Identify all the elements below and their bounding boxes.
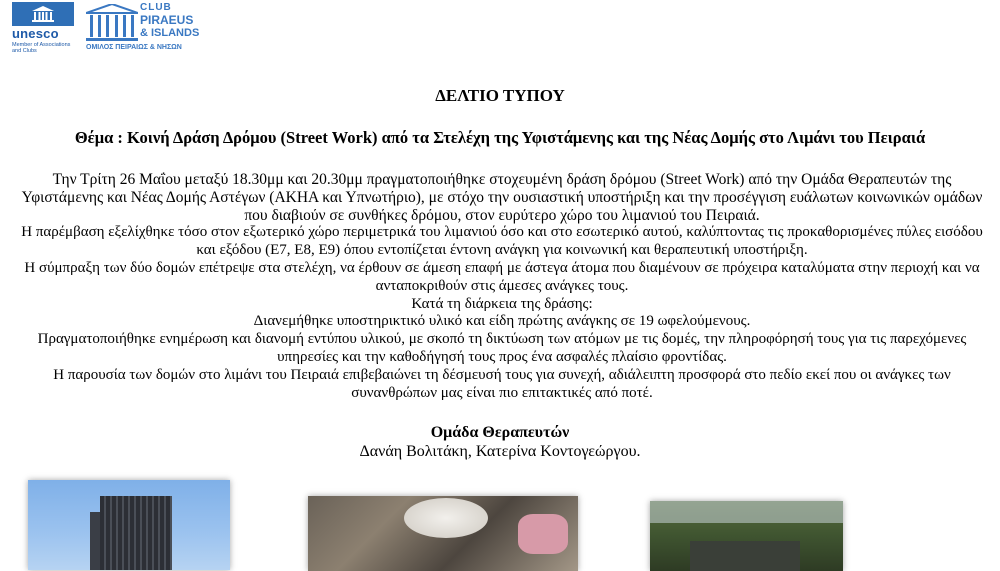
club-line-2: PIRAEUS xyxy=(140,13,194,27)
document-subject: Θέμα : Κοινή Δράση Δρόμου (Street Work) από τα Στελέχη της Υφιστάμενης και της Νέας Δομής στο Λιμάνι του Πειραιά xyxy=(74,128,926,147)
club-line-1: CLUB xyxy=(140,2,172,13)
paragraph: Κατά τη διάρκεια της δράσης: xyxy=(411,295,593,312)
photo-street-belongings xyxy=(308,496,578,571)
photo-port-building xyxy=(28,480,230,570)
press-release-body xyxy=(14,171,990,402)
document-title: ΔΕΛΤΙΟ ΤΥΠΟΥ xyxy=(435,86,565,105)
unesco-logo xyxy=(12,2,74,56)
paragraph: Η παρέμβαση εξελίχθηκε τόσο στον εξωτερικό χώρο περιμετρικά του λιμανιού όσο και στο εσωτερικό αυτού, καλύπτοντας τις προκαθορισμένες πύλες εισόδου και εξόδου (Ε7, Ε8, Ε9) όπου εντοπίζεται έντονη ανάγκη για κοινωνική και θεραπευτική υποστήριξη. xyxy=(21,224,983,259)
unesco-subtitle: Member of Associations and Clubs xyxy=(12,42,71,54)
unesco-word: unesco xyxy=(12,26,59,41)
club-piraeus-logo xyxy=(86,2,206,58)
photo-palm-trees-shelter xyxy=(650,501,843,571)
paragraph: Πραγματοποιήθηκε ενημέρωση και διανομή εντύπου υλικού, με σκοπό τη δικτύωση των ατόμων με τις δομές, την πληροφόρησή τους για τις παρεχόμενες υπηρεσίες και την καθοδήγησή τους προς ένα ασφαλές πλαίσιο φροντίδας. xyxy=(37,331,967,365)
club-line-4: ΟΜΙΛΟΣ ΠΕΙΡΑΙΩΣ & ΝΗΣΩΝ xyxy=(86,44,182,51)
paragraph: Την Τρίτη 26 Μαΐου μεταξύ 18.30μμ και 20.30μμ πραγματοποιήθηκε στοχευμένη δράση δρόμου (Street Work) από την Ομάδα Θεραπευτών της Υφιστάμενης και Νέας Δομής Αστέγων (ΑΚΗΑ και Υπνωτήριο), με στόχο την ουσιαστική υποστήριξη και την προσέγγιση ευάλωτων κοινωνικών ομάδων που διαβιούν σε συνθήκες δρόμου, στον ευρύτερο χώρο του λιμανιού του Πειραιά. xyxy=(21,171,983,224)
paragraph: Η σύμπραξη των δύο δομών επέτρεψε στα στελέχη, να έρθουν σε άμεση επαφή με άστεγα άτομα που διαμένουν σε πρόχειρα καταλύματα στην περιοχή και να ανταποκριθούν στις άμεσες ανάγκες τους. xyxy=(24,259,980,294)
club-line-3: & ISLANDS xyxy=(140,27,200,39)
pillars-icon xyxy=(86,4,138,42)
signature-names: Δανάη Βολιτάκη, Κατερίνα Κοντογεώργου. xyxy=(359,443,641,460)
temple-icon xyxy=(32,6,54,22)
paragraph: Διανεμήθηκε υποστηρικτικό υλικό και είδη πρώτης ανάγκης σε 19 ωφελούμενους. xyxy=(253,313,751,330)
paragraph: Η παρουσία των δομών στο λιμάνι του Πειραιά επιβεβαιώνει τη δέσμευσή τους για συνεχή, αδιάλειπτη προσφορά στο πεδίο εκεί που οι ανάγκες των συνανθρώπων μας είναι πιο επιτακτικές από ποτέ. xyxy=(53,366,951,401)
signature-team: Ομάδα Θεραπευτών xyxy=(430,424,570,441)
